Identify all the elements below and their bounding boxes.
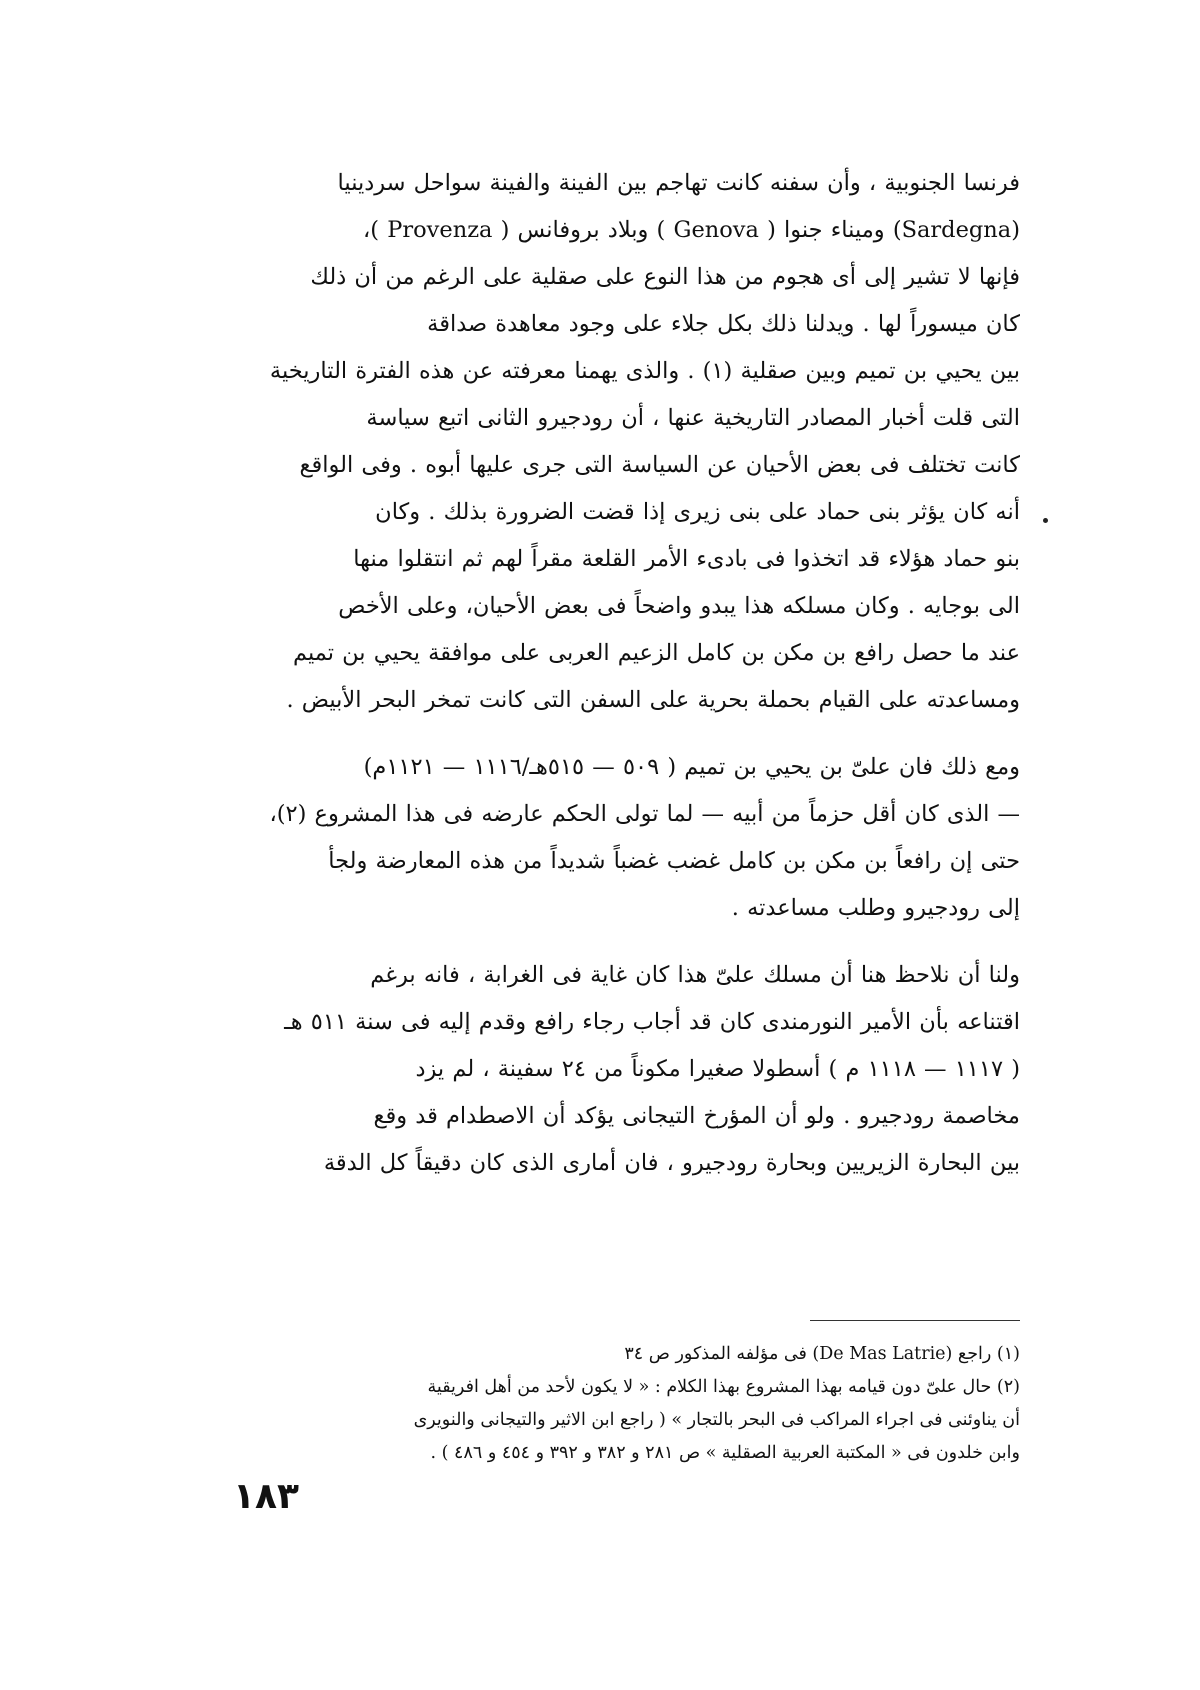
text-line: (Sardegna) وميناء جنوا ( Genova ) وبلاد بروفانس ( Provenza )، xyxy=(363,217,1020,243)
text-line: ومساعدته على القيام بحملة بحرية على السفن التى كانت تمخر البحر الأبيض . xyxy=(286,687,1020,713)
main-text xyxy=(228,160,1020,1187)
paragraph-3 xyxy=(228,952,1020,1187)
text-line: إلى رودجيرو وطلب مساعدته . xyxy=(731,895,1020,921)
text-line: التى قلت أخبار المصادر التاريخية عنها ، أن رودجيرو الثانى اتبع سياسة xyxy=(366,405,1020,431)
footnote-line: (١) راجع (De Mas Latrie) فى مؤلفه المذكور ص ٣٤ xyxy=(624,1344,1020,1364)
text-line: ولنا أن نلاحظ هنا أن مسلك علىّ هذا كان غاية فى الغرابة ، فانه برغم xyxy=(370,962,1020,988)
text-line: فرنسا الجنوبية ، وأن سفنه كانت تهاجم بين الفينة والفينة سواحل سردينيا xyxy=(337,170,1020,196)
text-line: فإنها لا تشير إلى أى هجوم من هذا النوع على صقلية على الرغم من أن ذلك xyxy=(310,264,1020,290)
text-line: بين يحيي بن تميم وبين صقلية (١) . والذى يهمنا معرفته عن هذه الفترة التاريخية xyxy=(269,358,1020,384)
margin-dot-mark xyxy=(1043,518,1048,523)
paragraph-2 xyxy=(228,744,1020,932)
page-number: ١٨٣ xyxy=(233,1476,299,1517)
text-line: بين البحارة الزيريين وبحارة رودجيرو ، فان أمارى الذى كان دقيقاً كل الدقة xyxy=(323,1150,1020,1176)
footnote-separator xyxy=(810,1320,1020,1321)
text-line: مخاصمة رودجيرو . ولو أن المؤرخ التيجانى يؤكد أن الاصطدام قد وقع xyxy=(373,1103,1020,1129)
footnote-line: وابن خلدون فى « المكتبة العربية الصقلية » ص ٢٨١ و ٣٨٢ و ٣٩٢ و ٤٥٤ و ٤٨٦ ) . xyxy=(430,1443,1020,1463)
text-line: — الذى كان أقل حزماً من أبيه — لما تولى الحكم عارضه فى هذا المشروع (٢)، xyxy=(269,801,1020,827)
text-line: أنه كان يؤثر بنى حماد على بنى زيرى إذا قضت الضرورة بذلك . وكان xyxy=(375,499,1020,525)
text-line: حتى إن رافعاً بن مكن بن كامل غضب غضباً شديداً من هذه المعارضة ولجأ xyxy=(328,848,1020,874)
footnote-line: (٢) حال علىّ دون قيامه بهذا المشروع بهذا الكلام : « لا يكون لأحد من أهل افريقية xyxy=(427,1377,1020,1397)
text-line: الى بوجايه . وكان مسلكه هذا يبدو واضحاً فى بعض الأحيان، وعلى الأخص xyxy=(338,593,1020,619)
text-line: ( ١١١٧ — ١١١٨ م ) أسطولا صغيرا مكوناً من ٢٤ سفينة ، لم يزد xyxy=(415,1056,1020,1082)
text-line: بنو حماد هؤلاء قد اتخذوا فى بادىء الأمر القلعة مقراً لهم ثم انتقلوا منها xyxy=(353,546,1020,572)
text-line: ومع ذلك فان علىّ بن يحيي بن تميم ( ٥٠٩ — ٥١٥هـ/١١١٦ — ١١٢١م) xyxy=(363,754,1020,780)
paragraph-1 xyxy=(228,160,1020,724)
text-line: كان ميسوراً لها . ويدلنا ذلك بكل جلاء على وجود معاهدة صداقة xyxy=(427,311,1020,337)
text-line: كانت تختلف فى بعض الأحيان عن السياسة التى جرى عليها أبوه . وفى الواقع xyxy=(299,452,1020,478)
text-line: اقتناعه بأن الأمير النورمندى كان قد أجاب رجاء رافع وقدم إليه فى سنة ٥١١ هـ xyxy=(284,1009,1020,1035)
text-line: عند ما حصل رافع بن مكن بن كامل الزعيم العربى على موافقة يحيي بن تميم xyxy=(292,640,1020,666)
footnotes xyxy=(228,1338,1020,1470)
footnote-line: أن يناوئنى فى اجراء المراكب فى البحر بالتجار » ( راجع ابن الاثير والتيجانى والنويرى xyxy=(413,1410,1020,1430)
